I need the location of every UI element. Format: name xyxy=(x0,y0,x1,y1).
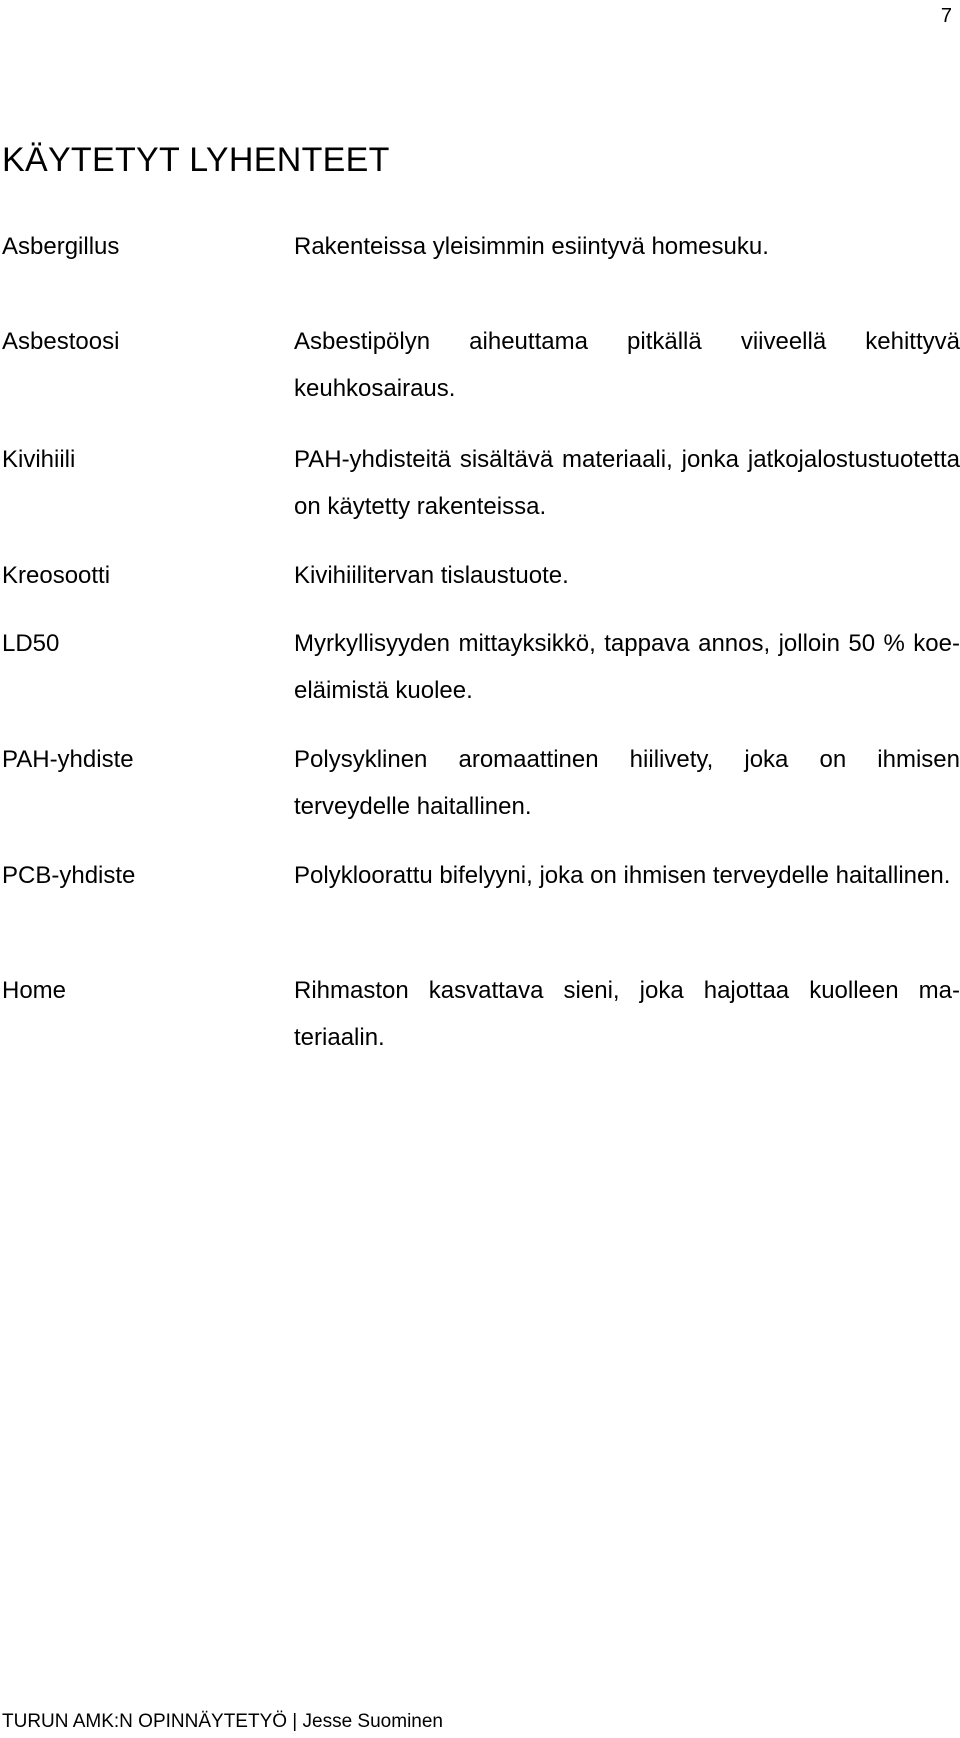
page-number: 7 xyxy=(940,5,952,27)
abbreviation-definition: Asbestipölyn aiheuttama pitkällä viiveellä kehittyvä keuhkosairaus. xyxy=(294,328,960,402)
abbreviation-term: PCB-yhdiste xyxy=(2,862,136,889)
page-footer: TURUN AMK:N OPINNÄYTETYÖ | Jesse Suominen xyxy=(2,1711,443,1732)
page-title: KÄYTETYT LYHENTEET xyxy=(2,141,390,179)
abbreviation-definition: Kivihiilitervan tislaustuote. xyxy=(294,562,569,589)
abbreviation-definition: PAH-yhdisteitä sisältävä materiaali, jonka jatkojalostustuotetta on käytetty rakenteissa. xyxy=(294,446,960,520)
abbreviation-term: Asbestoosi xyxy=(2,328,120,355)
abbreviation-term: PAH-yhdiste xyxy=(2,746,134,773)
abbreviation-definition: Rakenteissa yleisimmin esiintyvä homesuku. xyxy=(294,233,769,260)
abbreviation-definition: Polykloorattu bifelyyni, joka on ihmisen terveydelle haitallinen. xyxy=(294,862,951,889)
abbreviation-term: LD50 xyxy=(2,630,60,657)
abbreviation-term: Home xyxy=(2,977,67,1004)
abbreviation-term: Kreosootti xyxy=(2,562,111,589)
abbreviation-definition: Polysyklinen aromaattinen hiilivety, joka on ihmisen terveydelle haitallinen. xyxy=(294,746,960,820)
abbreviation-term: Kivihiili xyxy=(2,446,76,473)
abbreviation-definition: Myrkyllisyyden mittayksikkö, tappava annos, jolloin 50 % koe-eläimistä kuolee. xyxy=(294,630,960,704)
abbreviation-definition: Rihmaston kasvattava sieni, joka hajottaa kuolleen materiaalin. xyxy=(294,977,960,1051)
abbreviation-term: Asbergillus xyxy=(2,233,120,260)
